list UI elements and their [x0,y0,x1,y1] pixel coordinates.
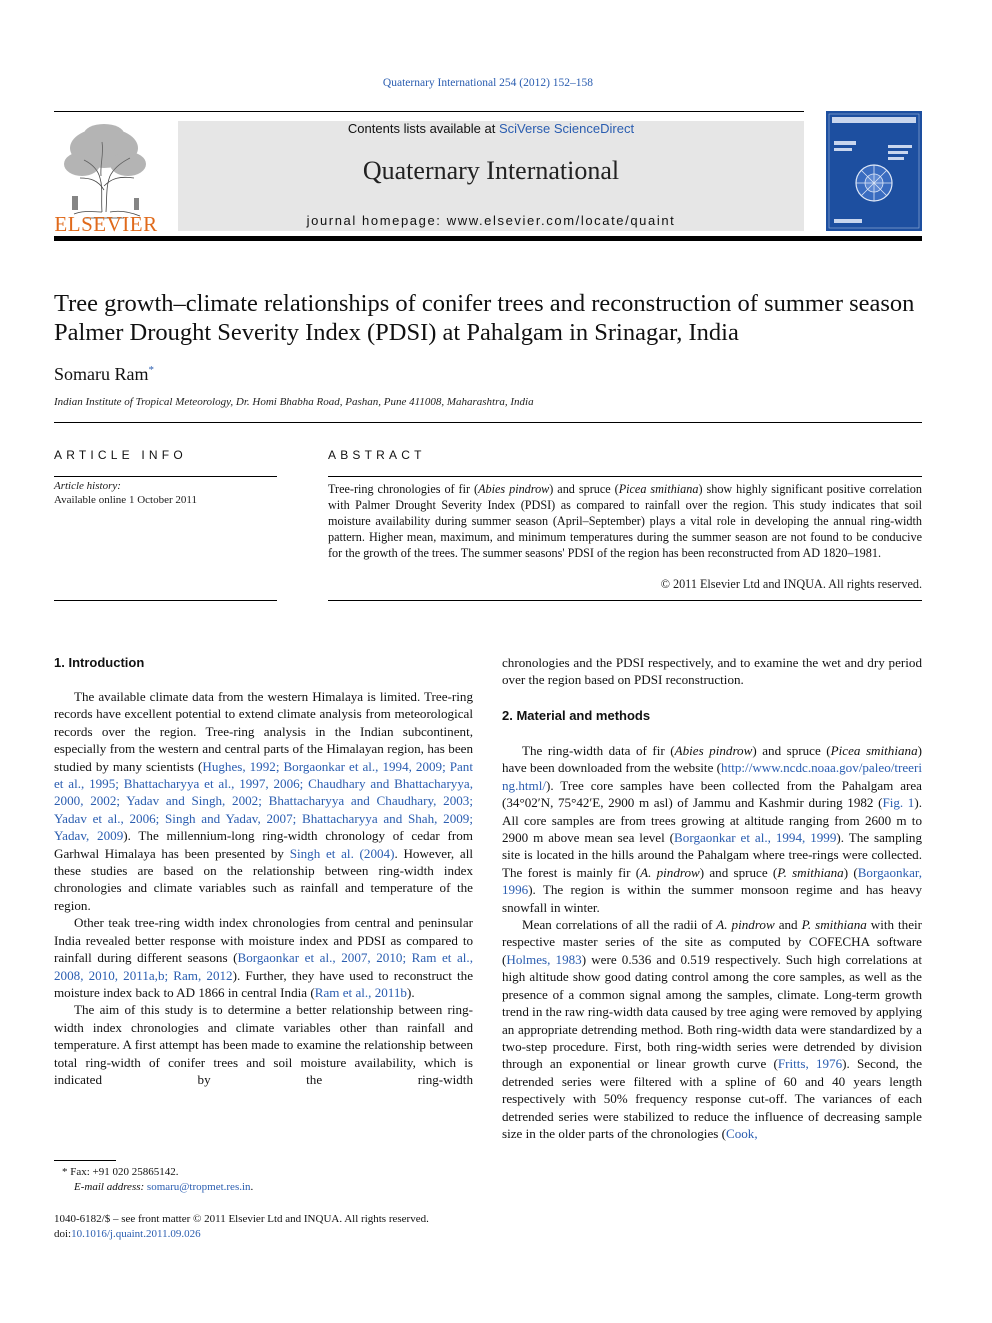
citation-line[interactable]: Quaternary International 254 (2012) 152–158 [382,77,594,89]
intro-paragraph-2 [54,914,473,1001]
text-run: . However, all these studies are based on the relationship between ring-width index chronologies and climate variables such as rainfall and temperature of the region. [54,845,473,913]
text-run: ). The region is within the summer monsoon regime and has heavy snowfall in winter. [502,882,922,915]
methods-paragraph-2 [502,916,922,1142]
abstract-text [328,481,922,561]
sciencedirect-link[interactable]: SciVerse ScienceDirect [498,121,635,136]
species-name: P. smithiana [801,917,867,933]
contents-prefix: Contents lists available at [347,121,499,136]
doi-line [54,1227,429,1242]
affiliation: Indian Institute of Tropical Meteorology, Dr. Homi Bhabha Road, Pashan, Pune 411008, Maharashtra, India [54,396,534,408]
journal-cover[interactable] [826,111,922,231]
contents-line [178,121,804,136]
text-run: and [774,917,802,933]
methods-paragraph-1 [502,742,922,916]
text-run: Mean correlations of all the radii of [522,917,717,933]
reference-link[interactable]: Holmes, 1983 [506,951,582,967]
affiliation-rule [54,422,922,423]
reference-link[interactable]: Cook, [725,1125,758,1141]
intro-paragraph-1 [54,688,473,914]
journal-homepage[interactable]: journal homepage: www.elsevier.com/locate/quaint [306,213,676,228]
reference-link[interactable]: Fritts, 1976 [777,1056,843,1072]
abstract-part: ) show highly significant positive correlation with Palmer Drought Severity Index (PDSI) as compared to rainfall over the region. This study indicates that soil moisture availability during summer season (April–September) plays a vital role in developing the annual ring-width pattern. Higher mean, maximum, and minimum temperatures during the summer season are not found to be conducive for the growth of the trees. The summer seasons' PDSI of the region has been reconstructed from AD 1820–1981. [328,482,922,560]
reference-link[interactable]: Borgaonkar, 1996 [502,864,923,898]
author-footnote [54,1165,253,1195]
abstract-part: Tree-ring chronologies of fir ( [328,482,479,496]
text-run: ) and spruce ( [699,864,778,880]
text-run: The available climate data from the western Himalaya is limited. Tree-ring records have excellent potential to extend climate analysis from meteorological records over the region. Tree-ring analysis in the Indian subcontinent, especially from the western and central parts of the Himalayan region, has been studied by many scientists ( [54,689,473,774]
text-run: ). Tree core samples have been collected from the Pahalgam area (34°02′N, 75°42′E, 2900 m asl) of Jammu and Kashmir during 1982 ( [502,777,922,811]
doi-link[interactable]: 10.1016/j.quaint.2011.09.026 [71,1228,201,1240]
text-run: The ring-width data of fir ( [522,743,675,758]
text-run: . [250,1181,254,1193]
species-name: Picea smithiana [618,482,699,496]
author-text: Somaru Ram [54,364,149,384]
species-name: A. pindrow [640,864,700,880]
right-column [502,742,922,1142]
species-name: Picea smithiana [830,743,918,758]
species-name: P. smithiana [777,864,844,880]
reference-link[interactable]: Borgaonkar et al., 2007, 2010; Ram et al., 2008, 2010, 2011a,b; Ram, 2012 [54,950,473,983]
article-title: Tree growth–climate relationships of conifer trees and reconstruction of summer season Palmer Drought Severity Index (PDSI) at Pahalgam in Srinagar, India [54,290,915,346]
reference-link[interactable]: Hughes, 1992; Borgaonkar et al., 1994, 2009; Pant et al., 1995; Bhattacharyya et al., 1997, 2006; Chaudhary and Bhattacharyya, 2000, 2002; Yadav and Singh, 2002; Bhattacharyya and Chaudhary, 2003; Yadav et al., 2006; Singh and Yadav, 2007; Bhattacharyya and Shah, 2009; Yadav, 2009 [54,758,473,844]
front-matter-line: 1040-6182/$ – see front matter © 2011 Elsevier Ltd and INQUA. All rights reserved. [54,1213,429,1225]
species-name: Abies pindrow [674,743,753,758]
text-run: ). [406,984,415,1000]
history-label: Article history: [54,480,121,492]
publisher-name: ELSEVIER [54,212,158,236]
intro-paragraph-3-continued [502,654,922,689]
article-info-heading: ARTICLE INFO [54,448,187,462]
figure-link[interactable]: Fig. 1 [882,795,915,811]
history-value: Available online 1 October 2011 [54,494,197,506]
text-run: ). All core samples are from trees growing at altitude ranging from 2600 m to 2900 m above mean sea level ( [502,795,922,846]
text-run: Other teak tree-ring width index chronologies from central and peninsular India revealed better response with moisture index and PDSI as compared to rainfall during different seasons ( [54,915,473,966]
journal-cover-icon [826,111,922,231]
abstract-part: ) and spruce ( [549,482,619,496]
reference-link[interactable]: Borgaonkar et al., 1994, 1999 [674,830,837,846]
text-run: ) have been downloaded from the website ( [502,743,922,776]
text-run: ). The millennium-long ring-width chronology of cedar from Garhwal Himalaya has been presented by [54,828,473,861]
elsevier-logo[interactable] [54,120,158,235]
issn-block [54,1212,429,1242]
intro-continuation: chronologies and the PDSI respectively, and to examine the wet and dry period over the region based on PDSI reconstruction. [502,655,922,688]
abstract-copyright: © 2011 Elsevier Ltd and INQUA. All rights reserved. [660,577,922,591]
introduction-heading: 1. Introduction [54,655,145,670]
author-footnote-mark[interactable]: * [148,364,154,376]
author-name [54,364,154,385]
methods-heading: 2. Material and methods [502,708,651,723]
text-run: ) were 0.536 and 0.519 respectively. Such high correlations at high altitude show good dating control among the core samples, as well as the presence of a common signal among the samples, climate. Long-term growth trend in the raw ring-width data caused by tree aging were removed by applying an appropriate detrending method. Both ring-width data were standardized by a two-step procedure. First, both ring-width series were detrended by division through an exponential or linear growth curve ( [502,951,922,1072]
text-run: with their respective master series of the site as computed by COFECHA software ( [502,917,923,967]
text-run: ) ( [843,864,858,880]
article-info-rule [54,476,277,477]
header-thick-rule [54,236,922,241]
email-link[interactable]: somaru@tropmet.res.in [146,1181,251,1193]
website-link[interactable]: http://www.ncdc.noaa.gov/paleo/treering.html/ [502,760,922,793]
doi-label: doi: [54,1228,72,1240]
article-info-bottom-rule [54,600,277,601]
header-rule [54,111,804,112]
text-run: ). The sampling site is located in the hills around the Pahalgam where tree-rings were collected. The forest is mainly fir ( [502,830,923,880]
abstract-rule [328,476,922,477]
text-run: ) and spruce ( [752,743,831,758]
abstract-bottom-rule [328,600,922,601]
text-run: ). Second, the detrended series were filtered with a spline of 60 and 40 years length respectively with 50% frequency response cut-off. The variances of each detrended series were stabilized to reduce the influence of decreasing sample size in the older parts of the chronologies ( [502,1056,923,1141]
abstract-heading: ABSTRACT [328,448,426,462]
email-line [54,1180,253,1195]
reference-link[interactable]: Ram et al., 2011b [314,984,407,1000]
species-name: Abies pindrow [478,482,550,496]
text-run: ). Further, they have used to reconstruct the moisture index back to AD 1866 in central India ( [54,967,474,1000]
species-name: A. pindrow [716,917,775,933]
fax-line: * Fax: +91 020 25865142. [62,1166,179,1178]
footnote-rule [54,1160,116,1161]
email-label: E-mail address: [74,1181,147,1193]
journal-title: Quaternary International [362,156,620,185]
left-column [54,688,473,1088]
intro-paragraph-3: The aim of this study is to determine a better relationship between ring-width index chronologies and climate variables other than rainfall and temperature. A first attempt has been made to examine the relationship between total ring-width of conifer trees and soil moisture availability, which is indicated by the ring-width [54,1002,473,1087]
reference-link[interactable]: Singh et al. (2004) [289,845,395,861]
